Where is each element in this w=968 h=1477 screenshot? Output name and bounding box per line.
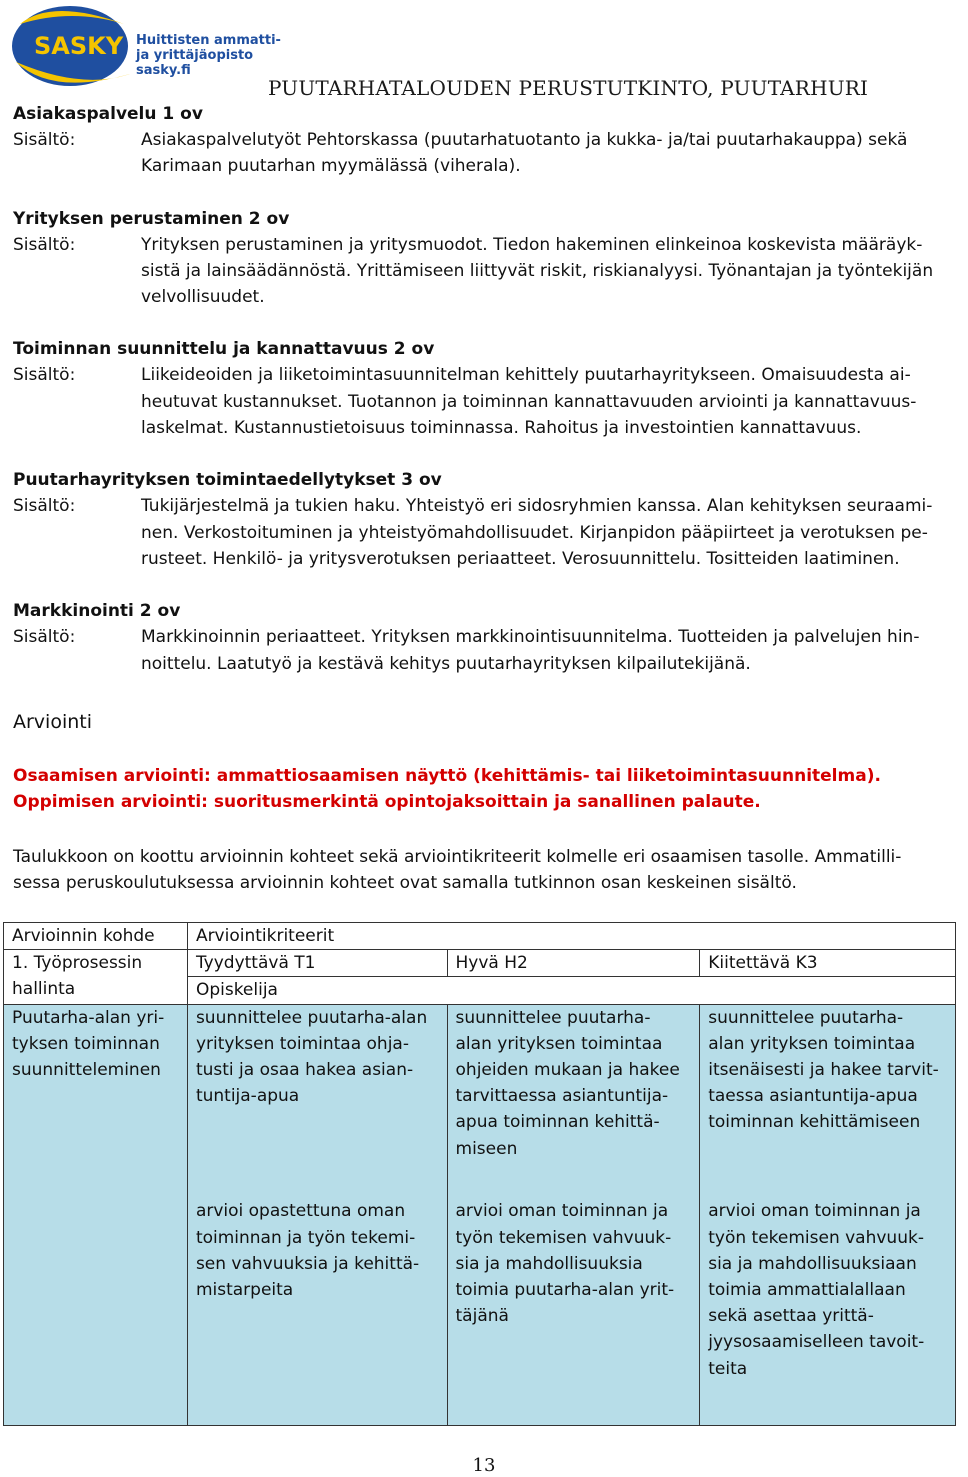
table-header-cell: Arviointikriteerit bbox=[187, 923, 955, 950]
assessment-intro-paragraph bbox=[13, 844, 955, 897]
content-line: Markkinoinnin periaatteet. Yrityksen markkinointisuunnitelma. Tuotteiden ja palvelujen hin- bbox=[141, 627, 920, 648]
content-line: velvollisuudet. bbox=[141, 287, 265, 308]
document-body bbox=[13, 101, 955, 897]
section-heading: Toiminnan suunnittelu ja kannattavuus 2 ov bbox=[13, 339, 435, 360]
content-label: Sisältö: bbox=[13, 234, 76, 255]
section-toiminnan-suunnittelu bbox=[13, 336, 955, 441]
criteria-cell: arvioi oman toiminnan ja työn tekemisen vahvuuk- sia ja mahdollisuuksia toimia puutarha-alan yrit- täjänä bbox=[447, 1198, 700, 1425]
level-header: Kiitettävä K3 bbox=[700, 950, 956, 977]
paragraph-line: sessa peruskoulutuksessa arvioinnin kohteet ovat samalla tutkinnon osan keskeinen sisältö. bbox=[13, 873, 797, 894]
content-line: noittelu. Laatutyö ja kestävä kehitys puutarhayrityksen kilpailutekijänä. bbox=[141, 653, 751, 674]
section-content bbox=[13, 127, 955, 180]
content-line: laskelmat. Kustannustietoisuus toiminnassa. Rahoitus ja investointien kannattavuus. bbox=[141, 418, 862, 439]
section-markkinointi bbox=[13, 598, 955, 677]
table-cell: 1. Työprosessin hallinta bbox=[4, 950, 188, 1004]
section-asiakaspalvelu bbox=[13, 101, 955, 180]
learner-label: Opiskelija bbox=[187, 977, 955, 1004]
assessment-target-cell: Puutarha-alan yri- tyksen toiminnan suunnitteleminen bbox=[4, 1004, 188, 1425]
section-content bbox=[13, 624, 955, 677]
level-header: Hyvä H2 bbox=[447, 950, 700, 977]
content-label: Sisältö: bbox=[13, 365, 76, 386]
content-line: Tukijärjestelmä ja tukien haku. Yhteistyö eri sidosryhmien kanssa. Alan kehityksen seuraami- bbox=[141, 496, 933, 517]
table-row bbox=[4, 1004, 956, 1198]
content-label: Sisältö: bbox=[13, 627, 76, 648]
section-content bbox=[13, 362, 955, 441]
section-content bbox=[13, 232, 955, 311]
section-content bbox=[13, 493, 955, 572]
criteria-cell: suunnittelee puutarha-alan yrityksen toimintaa ohja- tusti ja osaa hakea asian- tuntija-apua bbox=[187, 1004, 447, 1198]
assessment-method-line: Oppimisen arviointi: suoritusmerkintä opintojaksoittain ja sanallinen palaute. bbox=[13, 792, 761, 813]
table-row bbox=[4, 923, 956, 950]
criteria-cell: arvioi oman toiminnan ja työn tekemisen vahvuuk- sia ja mahdollisuuksiaan toimia ammattialallaan sekä asettaa yrittä- jyysosaamiselleen tavoit- teita bbox=[700, 1198, 956, 1425]
logo-url: sasky.fi bbox=[136, 63, 191, 78]
page-number: 13 bbox=[472, 1455, 496, 1476]
section-heading: Asiakaspalvelu 1 ov bbox=[13, 104, 203, 124]
criteria-cell: arvioi opastettuna oman toiminnan ja työn tekemi- sen vahvuuksia ja kehittä- mistarpeita bbox=[187, 1198, 447, 1425]
table-row bbox=[4, 950, 956, 977]
table-header-cell: Arvioinnin kohde bbox=[4, 923, 188, 950]
assessment-method-line: Osaamisen arviointi: ammattiosaamisen näyttö (kehittämis- tai liiketoimintasuunnitelma). bbox=[13, 765, 881, 786]
criteria-cell: suunnittelee puutarha- alan yrityksen toimintaa ohjeiden mukaan ja hakee tarvittaessa asiantuntija- apua toiminnan kehittä- miseen bbox=[447, 1004, 700, 1198]
section-heading: Markkinointi 2 ov bbox=[13, 601, 181, 622]
content-line: Yrityksen perustaminen ja yritysmuodot. Tiedon hakeminen elinkeinoa koskevista määräyk- bbox=[141, 234, 923, 255]
content-line: Asiakaspalvelutyöt Pehtorskassa (puutarhatuotanto ja kukka- ja/tai puutarhakauppa) sekä bbox=[141, 130, 908, 150]
assessment-criteria-table bbox=[3, 922, 956, 1426]
content-line: nen. Verkostoituminen ja yhteistyömahdollisuudet. Kirjanpidon pääpiirteet ja verotuksen pe- bbox=[141, 522, 928, 543]
sasky-logo-graphic bbox=[12, 4, 281, 92]
logo-tagline-line: Huittisten ammatti- bbox=[136, 33, 281, 48]
sasky-logo bbox=[12, 4, 281, 92]
arviointi-heading: Arviointi bbox=[13, 710, 93, 733]
logo-wordmark: SASKY bbox=[34, 32, 124, 60]
logo-tagline-line: ja yrittäjäopisto bbox=[136, 48, 254, 63]
level-header: Tyydyttävä T1 bbox=[187, 950, 447, 977]
criteria-cell: suunnittelee puutarha- alan yrityksen toimintaa itsenäisesti ja hakee tarvit- taessa asiantuntija-apua toiminnan kehittämiseen bbox=[700, 1004, 956, 1198]
section-heading: Yrityksen perustaminen 2 ov bbox=[13, 208, 290, 229]
content-label: Sisältö: bbox=[13, 130, 76, 150]
content-line: sistä ja lainsäädännöstä. Yrittämiseen liittyvät riskit, riskianalyysi. Työnantajan ja työntekijän bbox=[141, 260, 934, 281]
content-line: heutuvat kustannukset. Tuotannon ja toiminnan kannattavuuden arviointi ja kannattavuus- bbox=[141, 391, 917, 412]
paragraph-line: Taulukkoon on koottu arvioinnin kohteet sekä arviointikriteerit kolmelle eri osaamisen tasolle. Ammatilli- bbox=[13, 846, 902, 867]
section-heading: Puutarhayrityksen toimintaedellytykset 3 ov bbox=[13, 470, 442, 491]
section-toimintaedellytykset bbox=[13, 467, 955, 572]
content-line: Karimaan puutarhan myymälässä (viherala). bbox=[141, 156, 521, 177]
document-title: PUUTARHATALOUDEN PERUSTUTKINTO, PUUTARHURI bbox=[268, 76, 869, 100]
content-label: Sisältö: bbox=[13, 496, 76, 517]
content-line: rusteet. Henkilö- ja yritysverotuksen periaatteet. Verosuunnittelu. Tositteiden laatiminen. bbox=[141, 548, 900, 569]
content-line: Liikeideoiden ja liiketoimintasuunnitelman kehittely puutarhayritykseen. Omaisuudesta ai- bbox=[141, 365, 911, 386]
section-yrityksen-perustaminen bbox=[13, 206, 955, 311]
